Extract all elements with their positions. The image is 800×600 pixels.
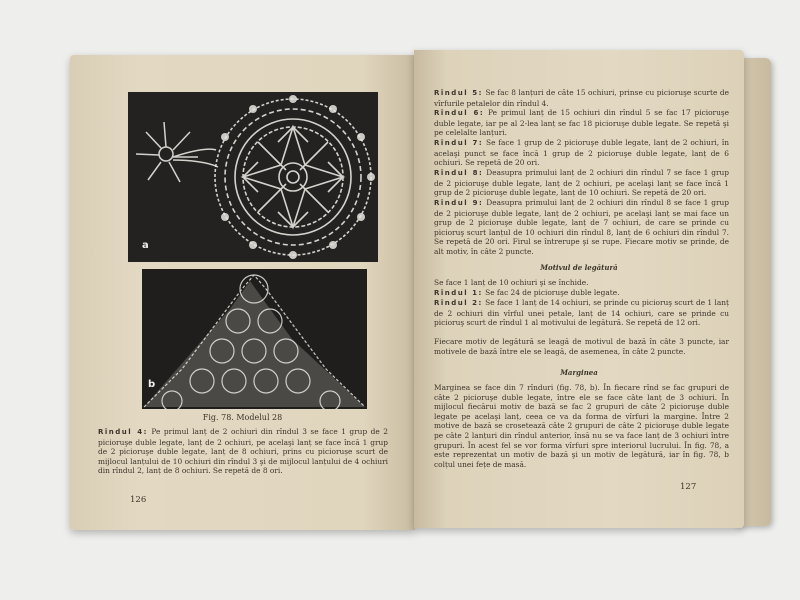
row-text: Deasupra primului lanț de 2 ochiuri din rîndul 7 se face 1 grup de 2 picioruşe duble legate, lanț de 2 ochiuri, pe acelaşi lanț se face încă 1 grup de 2 picioruşe duble legate, lanț de 10 ochiuri. Se repetă de 20 ori. <box>434 168 729 198</box>
crochet-motif-image <box>128 92 378 262</box>
row-label: Rîndul 2: <box>434 299 483 307</box>
paragraph-legare-motive: Fiecare motiv de legătură se leagă de motivul de bază în câte 3 puncte, iar motivele de bază între ele se leagă, de asemenea, în câte 2 puncte. <box>434 337 729 356</box>
row-label: Rîndul 8: <box>434 169 484 177</box>
figure-caption: Fig. 78. Modelul 28 <box>202 413 283 422</box>
row-label: Rîndul 4: <box>98 428 148 436</box>
paragraph-rand9 <box>434 198 729 257</box>
page-number-right: 127 <box>680 482 697 492</box>
figure-b-label: b <box>148 379 156 390</box>
section-heading-marginea: Marginea <box>560 368 598 377</box>
crochet-edge-image <box>142 269 367 409</box>
row-text: Deasupra primului lanț de 2 ochiuri din rîndul 8 se face 1 grup de 2 picioruşe duble legate, lanț de 2 ochiuri, pe acelaşi lanț se mai face un grup de 2 picioruşe duble legate, lanț de 7 ochiuri, de care se prinde cu picioruş scurt lanțul de 10 ochiuri din rîndul 8, lanț de 6 ochiuri din rîndul 7. Se repetă de 20 ori. Firul se întrerupe şi se rupe. Fiecare motiv se prinde, de alt motiv, în câte 2 puncte. <box>434 198 729 256</box>
paragraph-intro-motiv: Se face 1 lanț de 10 ochiuri şi se închide. <box>434 278 589 287</box>
paragraph-rand2 <box>434 298 729 328</box>
paragraph-marginea: Marginea se face din 7 rînduri (fig. 78, b). În fiecare rînd se fac grupuri de câte 2 picioruşe duble legate, între ele se face câte lanț de 3 ochiuri. În mijlocul fiecărui motiv de bază se fac 2 grupuri de câte 2 picioruşe duble legate pe acelaşi lanț, ceea ce va da forma de vîrfuri la margine. Între 2 motive de bază se crosetează câte 2 grupuri de câte 2 picioruşe duble legate pe câte 2 lanțuri din rîndul anterior, însă nu se va face lanț de 3 ochiuri între grupuri. În acest fel se vor forma vîrfuri spre interiorul lucrului. În fig. 78, a este reprezentat un motiv de bază şi un motiv de legătură, iar în fig. 78, b colțul unei fețe de masă. <box>434 383 729 469</box>
right-page <box>414 50 744 528</box>
paragraph-rand8 <box>434 168 729 198</box>
page-number-left: 126 <box>130 495 147 505</box>
figure-b-crochet-edge <box>142 269 367 409</box>
paragraph-rand5 <box>434 88 729 108</box>
paragraph-rand4 <box>98 427 388 476</box>
row-label: Rîndul 5: <box>434 89 483 97</box>
row-label: Rîndul 7: <box>434 139 484 147</box>
row-label: Rîndul 1: <box>434 289 483 297</box>
row-text: Pe primul lanț de 2 ochiuri din rîndul 3 se face 1 grup de 2 picioruşe duble legate, lanț de 2 ochiuri, pe acelaşi lanț se face încă 1 grup de 2 picioruşe duble legate, lanț de 8 ochiuri, prins cu piciorușe scurt de mijlocul lanțului de 10 ochiuri din rîndul 3 şi de mijlocul lanțului de 4 ochiuri din rîndul 2, lanț de 8 ochiuri. Se repetă de 8 ori. <box>98 427 388 476</box>
figure-a-label: a <box>142 240 149 251</box>
paragraph-rand1 <box>434 288 729 299</box>
row-label: Rîndul 6: <box>434 109 485 117</box>
row-text: Se face 1 grup de 2 picioruşe duble legate, lanț de 2 ochiuri, în acelaşi punct se face încă 1 grup de 2 picioruşe duble legate, lanț de 6 ochiuri. Se repetă de 20 ori. <box>434 138 730 168</box>
section-heading-motiv-legatura: Motivul de legătură <box>540 263 618 272</box>
row-text: Se fac 8 lanțuri de câte 15 ochiuri, prinse cu picioruşe scurte de vîrfurile petalelor din rîndul 4. <box>434 88 729 108</box>
paragraph-rand6 <box>434 108 729 138</box>
row-text: Se face 1 lanț de 14 ochiuri, se prinde cu picioruş scurt de 1 lanț de 2 ochiuri din vîrful unei petale, lanț de 14 ochiuri, care se prinde cu picioruş scurt de rîndul 1 al motivului de legătură. Se repetă de 12 ori. <box>434 298 729 328</box>
figure-a-crochet-motif <box>128 92 378 262</box>
left-page <box>70 55 415 530</box>
row-text: Se fac 24 de picioruşe duble legate. <box>485 288 620 297</box>
row-text: Pe primul lanț de 15 ochiuri din rîndul 5 se fac 17 picioruşe duble legate, iar pe al 2-lea lanț se fac 18 picioruşe duble legate. Se repetă şi pe celelalte lanțuri. <box>434 108 729 138</box>
row-label: Rîndul 9: <box>434 199 484 207</box>
paragraph-rand7 <box>434 138 729 168</box>
